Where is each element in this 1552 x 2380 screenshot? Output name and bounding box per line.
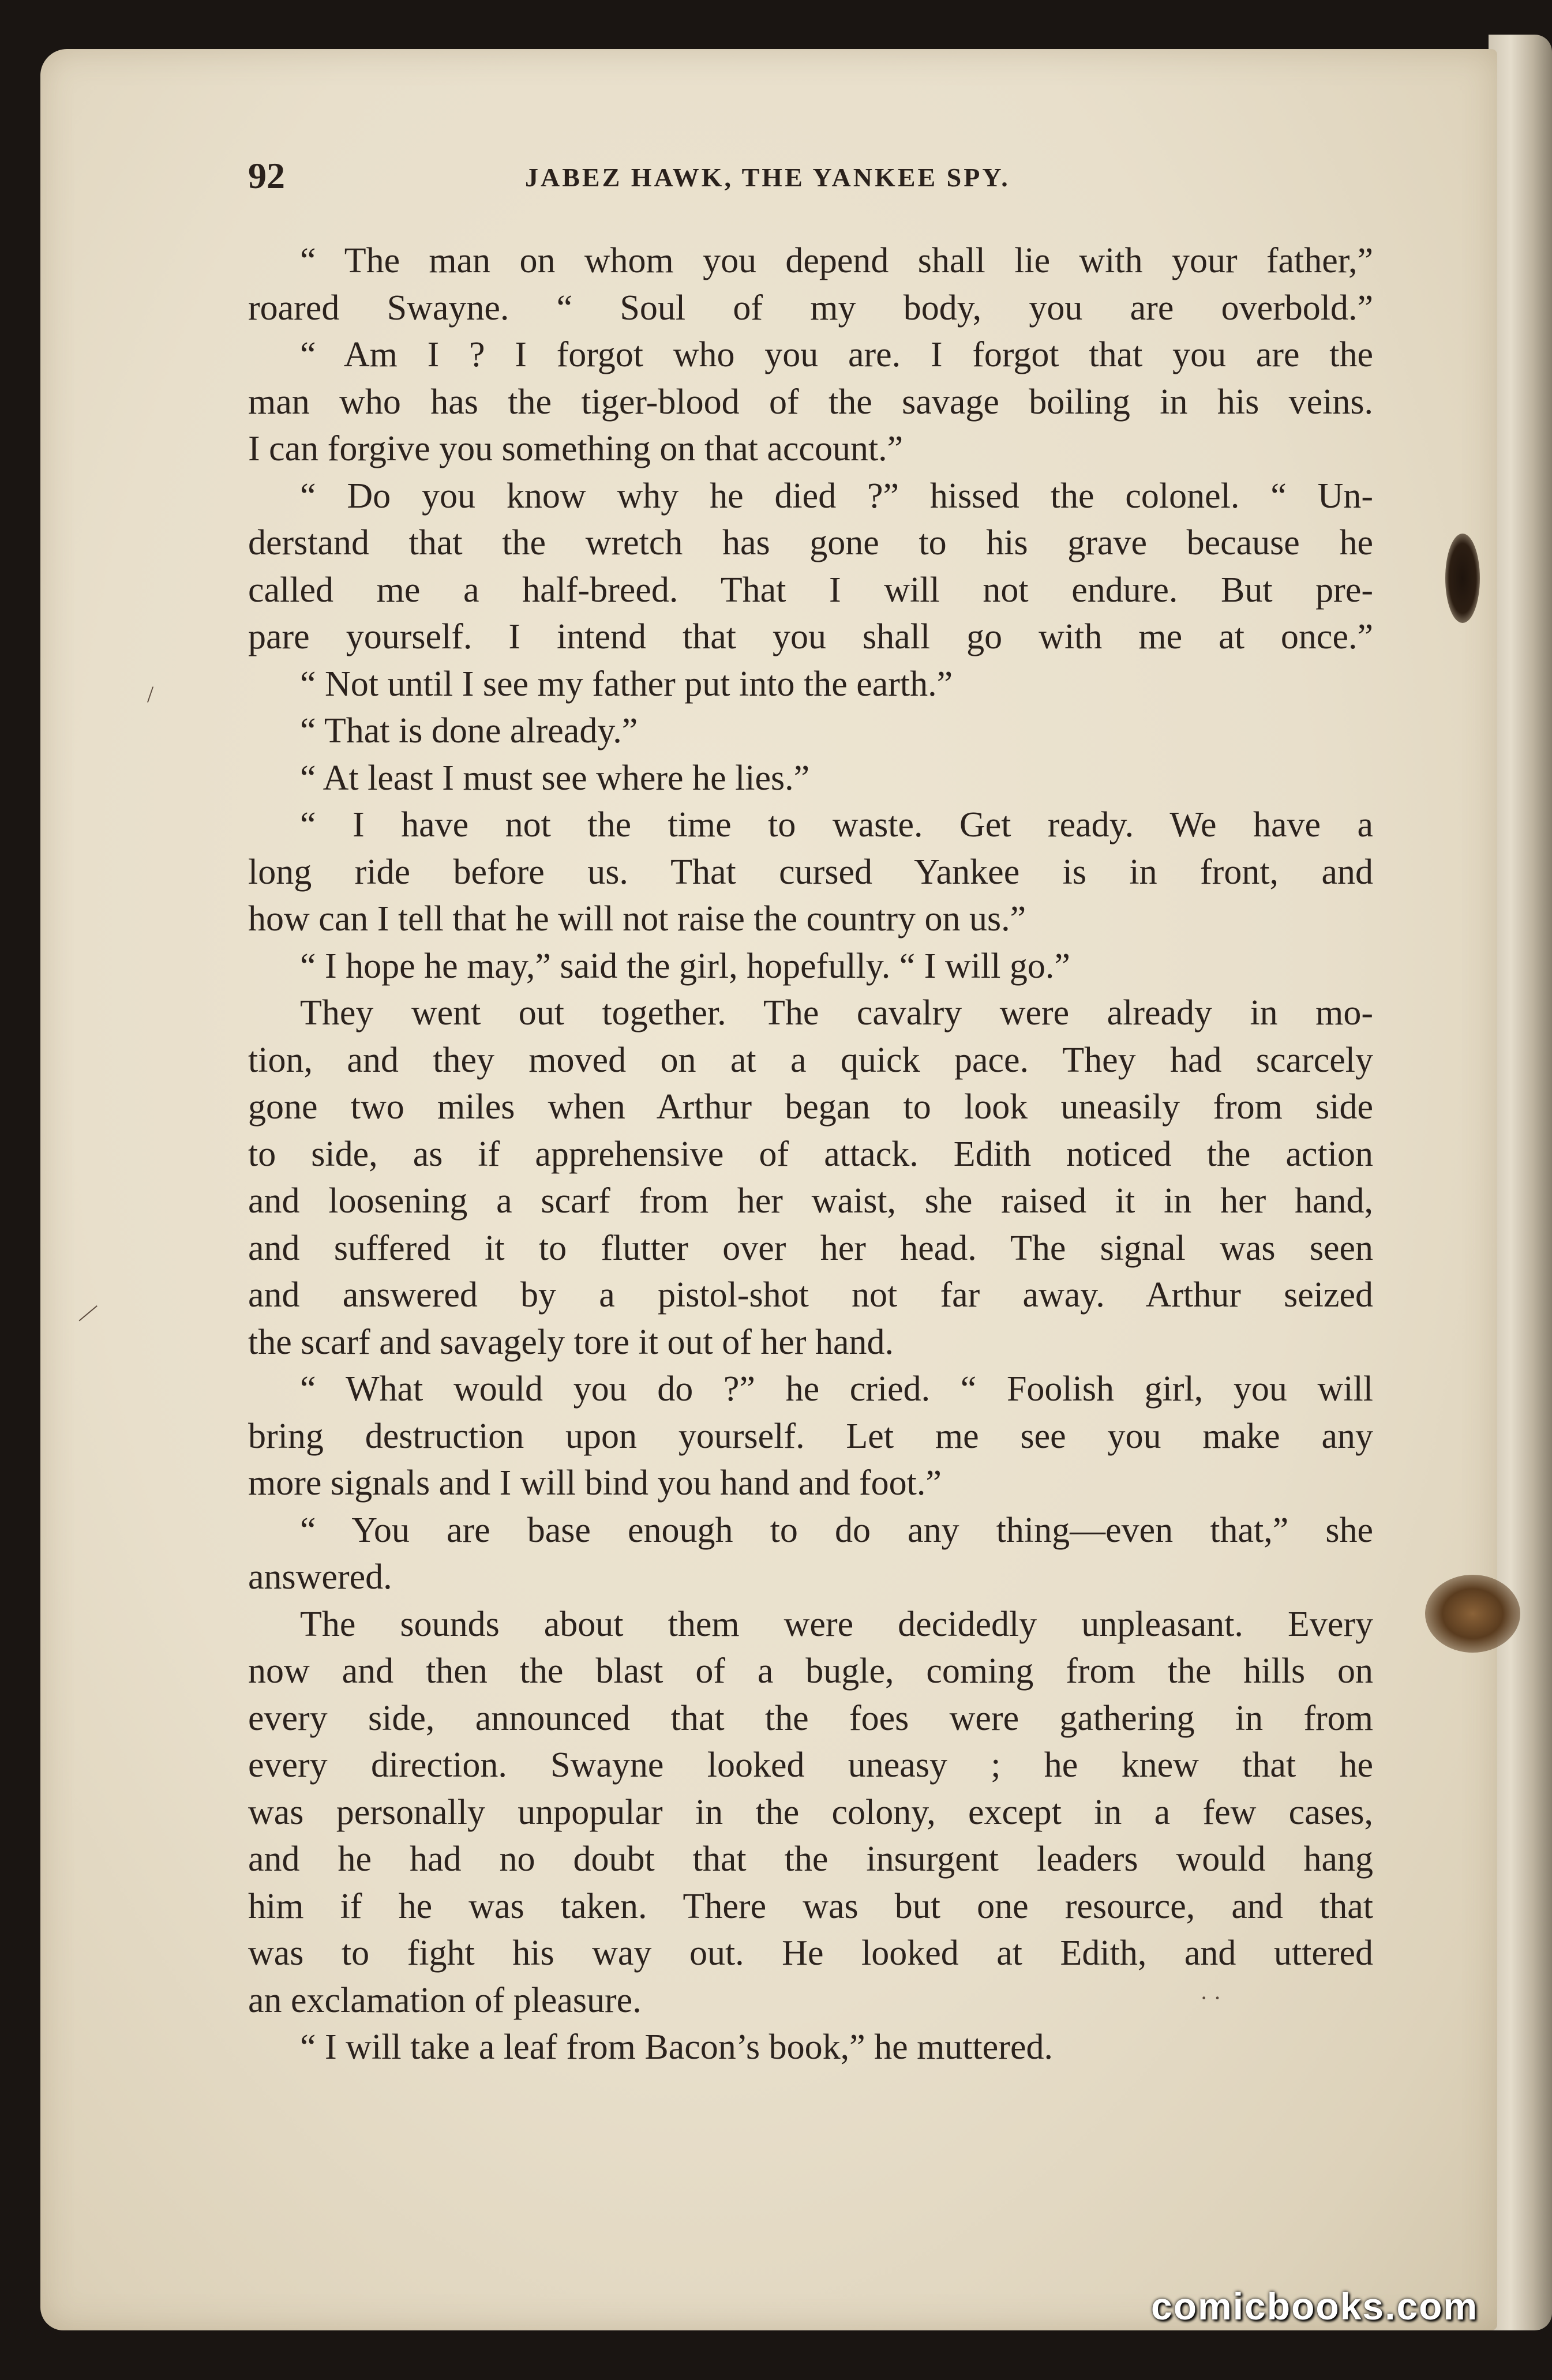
running-head: JABEZ HAWK, THE YANKEE SPY. bbox=[525, 163, 1010, 192]
text-line: the scarf and savagely tore it out of her hand. bbox=[248, 1322, 894, 1362]
text-line: “ You are base enough to do any thing—even that,” she bbox=[300, 1510, 1373, 1550]
page-header bbox=[248, 153, 1315, 199]
stray-mark: / bbox=[147, 681, 154, 707]
site-watermark: comicbooks.com bbox=[1151, 2285, 1479, 2328]
text-line: an exclamation of pleasure. bbox=[248, 1980, 642, 2020]
text-line: and suffered it to flutter over her head. The signal was seen bbox=[248, 1228, 1373, 1268]
text-line: “ That is done already.” bbox=[300, 711, 638, 750]
text-line: bring destruction upon yourself. Let me see you make any bbox=[248, 1416, 1373, 1456]
text-line: The sounds about them were decidedly unpleasant. Every bbox=[300, 1604, 1373, 1644]
text-line: “ What would you do ?” he cried. “ Foolish girl, you will bbox=[300, 1369, 1373, 1409]
text-line: called me a half-breed. That I will not endure. But pre- bbox=[248, 570, 1373, 610]
text-line: tion, and they moved on at a quick pace. They had scarcely bbox=[248, 1040, 1373, 1080]
text-line: him if he was taken. There was but one resource, and that bbox=[248, 1886, 1373, 1926]
text-line: man who has the tiger-blood of the savage boiling in his veins. bbox=[248, 382, 1373, 422]
ink-stain bbox=[1445, 534, 1480, 623]
text-line: “ I hope he may,” said the girl, hopefully. “ I will go.” bbox=[300, 946, 1070, 986]
text-line: to side, as if apprehensive of attack. Edith noticed the action bbox=[248, 1134, 1373, 1174]
book-page-edges bbox=[1489, 35, 1552, 2330]
text-line: was to fight his way out. He looked at Edith, and uttered bbox=[248, 1934, 1373, 1973]
stray-mark: · · bbox=[1200, 1985, 1221, 2011]
text-line: every side, announced that the foes were gathering in from bbox=[248, 1698, 1373, 1738]
text-line: was personally unpopular in the colony, except in a few cases, bbox=[248, 1792, 1373, 1832]
text-line: long ride before us. That cursed Yankee is in front, and bbox=[248, 852, 1373, 892]
text-line: derstand that the wretch has gone to his grave because he bbox=[248, 523, 1373, 562]
text-line: every direction. Swayne looked uneasy ; he knew that he bbox=[248, 1745, 1373, 1785]
text-line: “ At least I must see where he lies.” bbox=[300, 758, 810, 798]
water-stain bbox=[1425, 1575, 1520, 1653]
body-text bbox=[248, 238, 1373, 2071]
text-line: and loosening a scarf from her waist, she raised it in her hand, bbox=[248, 1181, 1373, 1221]
text-line: “ I will take a leaf from Bacon’s book,” he muttered. bbox=[300, 2028, 1053, 2067]
page-number: 92 bbox=[248, 155, 285, 196]
text-line: how can I tell that he will not raise the country on us.” bbox=[248, 899, 1026, 939]
text-line: gone two miles when Arthur began to look uneasily from side bbox=[248, 1087, 1373, 1127]
text-line: “ Am I ? I forgot who you are. I forgot that you are the bbox=[300, 335, 1373, 374]
text-line: more signals and I will bind you hand and foot.” bbox=[248, 1463, 942, 1503]
text-line: answered. bbox=[248, 1557, 392, 1597]
text-line: They went out together. The cavalry were already in mo- bbox=[300, 993, 1373, 1033]
text-line: “ Do you know why he died ?” hissed the colonel. “ Un- bbox=[300, 476, 1373, 516]
text-line: pare yourself. I intend that you shall go with me at once.” bbox=[248, 617, 1373, 656]
text-line: I can forgive you something on that account.” bbox=[248, 429, 904, 468]
text-line: “ I have not the time to waste. Get ready. We have a bbox=[300, 805, 1373, 844]
text-line: now and then the blast of a bugle, coming from the hills on bbox=[248, 1651, 1373, 1691]
text-line: “ The man on whom you depend shall lie with your father,” bbox=[300, 241, 1373, 280]
text-line: roared Swayne. “ Soul of my body, you are overbold.” bbox=[248, 288, 1373, 328]
stray-mark: — bbox=[69, 1294, 104, 1329]
text-line: and he had no doubt that the insurgent leaders would hang bbox=[248, 1840, 1373, 1879]
text-line: and answered by a pistol-shot not far away. Arthur seized bbox=[248, 1275, 1373, 1315]
text-line: “ Not until I see my father put into the earth.” bbox=[300, 664, 953, 704]
